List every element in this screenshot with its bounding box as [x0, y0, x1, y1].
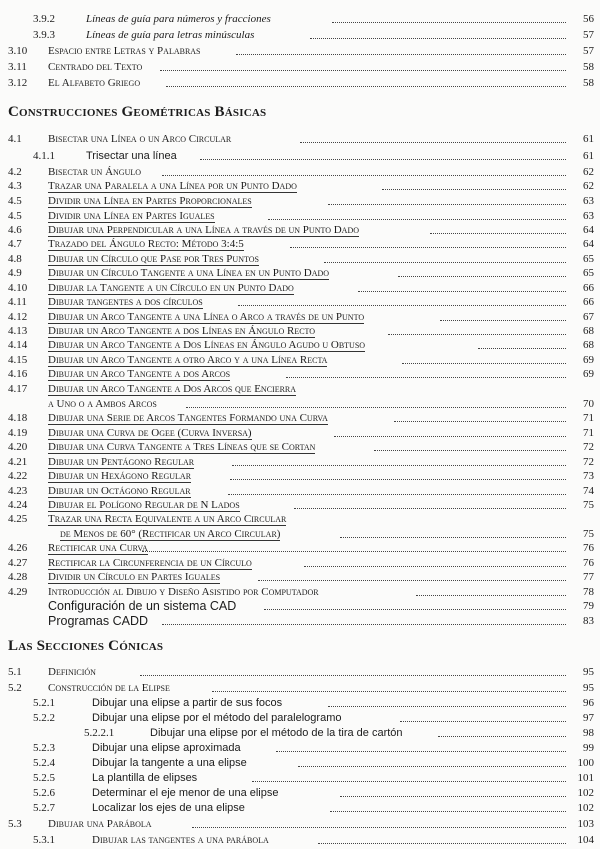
- dot-leader: [232, 453, 566, 466]
- underline: [48, 583, 220, 584]
- entry-title: Dibujar un Círculo que Pase por Tres Puntos: [48, 253, 259, 265]
- dot-leader: [400, 709, 566, 722]
- dot-leader: [268, 207, 566, 220]
- underline: [48, 351, 365, 352]
- entry-title: Dibujar un Arco Tangente a dos Arcos: [48, 368, 231, 380]
- dot-leader: [238, 293, 566, 306]
- entry-title: Dibujar un Círculo Tangente a una Línea en un Punto Dado: [48, 267, 330, 279]
- underline: [48, 380, 230, 381]
- dot-leader: [340, 525, 566, 538]
- entry-number: 4.5: [8, 210, 22, 222]
- entry-page: 64: [583, 238, 594, 250]
- toc-entry[interactable]: [0, 13, 600, 26]
- underline: [48, 308, 203, 309]
- entry-number: 4.19: [8, 427, 28, 439]
- dot-leader: [192, 815, 566, 828]
- dot-leader: [142, 539, 566, 552]
- entry-number: 4.26: [8, 542, 28, 554]
- entry-number: 4.24: [8, 499, 28, 511]
- dot-leader: [440, 308, 566, 321]
- entry-page: 66: [583, 282, 594, 294]
- underline: [48, 265, 259, 266]
- entry-number: 3.9.3: [33, 29, 55, 41]
- underline: [48, 192, 297, 193]
- entry-number: 5.2.2: [33, 712, 55, 724]
- entry-title: Determinar el eje menor de una elipse: [92, 787, 279, 799]
- dot-leader: [478, 336, 566, 349]
- entry-page: 66: [583, 296, 594, 308]
- entry-number: 4.20: [8, 441, 28, 453]
- underline: [48, 439, 252, 440]
- entry-title: Líneas de guía para letras minúsculas: [86, 29, 255, 41]
- entry-title-continuation: de Menos de 60° (Rectificar un Arco Circular): [60, 528, 281, 540]
- entry-title: Dibujar un Arco Tangente a dos Líneas en Ángulo Recto: [48, 325, 316, 337]
- entry-page: 68: [583, 325, 594, 337]
- entry-page: 56: [583, 13, 594, 25]
- entry-title: Dibujar el Polígono Regular de N Lados: [48, 499, 240, 511]
- entry-title: Definición: [48, 666, 96, 678]
- entry-page: 68: [583, 339, 594, 351]
- entry-number: 4.10: [8, 282, 28, 294]
- entry-title: Dibujar un Arco Tangente a una Línea o Arco a través de un Punto: [48, 311, 365, 323]
- entry-title: Construcción de la Elipse: [48, 682, 170, 694]
- entry-title: Dibujar un Arco Tangente a otro Arco y a una Línea Recta: [48, 354, 328, 366]
- dot-leader: [382, 177, 566, 190]
- entry-page: 76: [583, 542, 594, 554]
- entry-page: 57: [583, 45, 594, 57]
- dot-leader: [230, 467, 566, 480]
- entry-number: 4.16: [8, 368, 28, 380]
- dot-leader: [290, 235, 566, 248]
- entry-page: 63: [583, 210, 594, 222]
- entry-title: Configuración de un sistema CAD: [48, 599, 237, 613]
- entry-page: 69: [583, 354, 594, 366]
- entry-title: Introducción al Dibujo y Diseño Asistido por Computador: [48, 586, 319, 598]
- dot-leader: [304, 554, 566, 567]
- entry-number: 4.6: [8, 224, 22, 236]
- entry-page: 67: [583, 311, 594, 323]
- entry-title: Trazado del Ángulo Recto: Método 3:4:5: [48, 238, 244, 250]
- entry-number: 5.2.7: [33, 802, 55, 814]
- entry-number: 5.2.6: [33, 787, 55, 799]
- entry-title: Dibujar una elipse por el método del paralelogramo: [92, 712, 342, 724]
- entry-title: Dibujar la tangente a una elipse: [92, 757, 247, 769]
- entry-page: 83: [583, 615, 594, 627]
- entry-number: 5.2.5: [33, 772, 55, 784]
- entry-page: 95: [583, 666, 594, 678]
- entry-title: Dibujar una Perpendicular a una Línea a través de un Punto Dado: [48, 224, 360, 236]
- section-heading: Construcciones Geométricas Básicas: [8, 104, 267, 120]
- entry-number: 4.5: [8, 195, 22, 207]
- entry-number: 4.11: [8, 296, 27, 308]
- entry-title: Dibujar un Octágono Regular: [48, 485, 191, 497]
- entry-number: 4.1: [8, 133, 22, 145]
- entry-title: Centrado del Texto: [48, 61, 143, 73]
- underline: [48, 482, 191, 483]
- entry-number: 3.11: [8, 61, 27, 73]
- entry-page: 78: [583, 586, 594, 598]
- entry-number: 4.2: [8, 166, 22, 178]
- entry-page: 62: [583, 180, 594, 192]
- entry-page: 63: [583, 195, 594, 207]
- entry-page: 65: [583, 253, 594, 265]
- underline: [48, 554, 148, 555]
- dot-leader: [324, 250, 566, 263]
- dot-leader: [228, 482, 566, 495]
- dot-leader: [276, 739, 566, 752]
- entry-title: Dividir una Línea en Partes Iguales: [48, 210, 215, 222]
- dot-leader: [332, 10, 566, 23]
- entry-number: 3.12: [8, 77, 28, 89]
- entry-number: 5.1: [8, 666, 22, 678]
- entry-title: Rectificar una Curva: [48, 542, 148, 554]
- dot-leader: [264, 597, 566, 610]
- entry-page: 61: [583, 133, 594, 145]
- dot-leader: [430, 221, 566, 234]
- toc-entry[interactable]: [0, 818, 600, 831]
- entry-number: 4.1.1: [33, 150, 55, 162]
- dot-leader: [298, 754, 566, 767]
- entry-page: 98: [583, 727, 594, 739]
- underline: [48, 525, 286, 526]
- entry-page: 96: [583, 697, 594, 709]
- entry-page: 75: [583, 499, 594, 511]
- entry-number: 3.9.2: [33, 13, 55, 25]
- dot-leader: [160, 58, 566, 71]
- entry-page: 71: [583, 427, 594, 439]
- entry-page: 102: [577, 802, 594, 814]
- dot-leader: [162, 163, 566, 176]
- entry-title-continuation: a Uno o a Ambos Arcos: [48, 398, 157, 410]
- entry-number: 5.2: [8, 682, 22, 694]
- entry-title: Dibujar una Serie de Arcos Tangentes Formando una Curva: [48, 412, 328, 424]
- entry-title: Dibujar un Arco Tangente a Dos Arcos que Encierra: [48, 383, 297, 395]
- entry-number: 4.17: [8, 383, 28, 395]
- entry-title: Dibujar una elipse a partir de sus focos: [92, 697, 283, 709]
- dot-leader: [212, 679, 566, 692]
- entry-number: 4.29: [8, 586, 28, 598]
- toc-entry[interactable]: [0, 499, 600, 512]
- dot-leader: [340, 784, 566, 797]
- dot-leader: [294, 496, 566, 509]
- entry-number: 4.12: [8, 311, 28, 323]
- entry-number: 5.3.1: [33, 834, 55, 846]
- entry-page: 101: [577, 772, 594, 784]
- dot-leader: [398, 264, 566, 277]
- toc-entry[interactable]: [0, 666, 600, 679]
- dot-leader: [286, 365, 566, 378]
- entry-number: 4.8: [8, 253, 22, 265]
- entry-title: El Alfabeto Griego: [48, 77, 141, 89]
- entry-title: Espacio entre Letras y Palabras: [48, 45, 201, 57]
- entry-number: 4.18: [8, 412, 28, 424]
- dot-leader: [258, 568, 566, 581]
- entry-page: 65: [583, 267, 594, 279]
- toc-entry[interactable]: [0, 61, 600, 74]
- dot-leader: [310, 26, 566, 39]
- entry-page: 72: [583, 456, 594, 468]
- toc-entry[interactable]: [0, 29, 600, 42]
- dot-leader: [394, 409, 566, 422]
- entry-number: 3.10: [8, 45, 28, 57]
- dot-leader: [334, 424, 566, 437]
- underline: [48, 468, 194, 469]
- entry-title: Programas CADD: [48, 614, 149, 628]
- entry-number: 4.15: [8, 354, 28, 366]
- dot-leader: [236, 42, 566, 55]
- entry-page: 72: [583, 441, 594, 453]
- entry-title: Dibujar una Curva de Ogee (Curva Inversa): [48, 427, 252, 439]
- entry-page: 70: [583, 398, 594, 410]
- entry-page: 102: [577, 787, 594, 799]
- dot-leader: [140, 663, 566, 676]
- entry-title: Dibujar la Tangente a un Círculo en un Punto Dado: [48, 282, 294, 294]
- entry-title: Bisectar un Ángulo: [48, 166, 142, 178]
- entry-title: La plantilla de elipses: [92, 772, 198, 784]
- entry-title: Dibujar las tangentes a una parábola: [92, 834, 269, 846]
- dot-leader: [328, 192, 566, 205]
- underline: [48, 279, 329, 280]
- dot-leader: [200, 147, 566, 160]
- underline: [48, 323, 364, 324]
- entry-page: 61: [583, 150, 594, 162]
- entry-page: 75: [583, 528, 594, 540]
- entry-title: Trazar una Recta Equivalente a un Arco Circular: [48, 513, 287, 525]
- entry-number: 5.2.4: [33, 757, 55, 769]
- underline: [48, 511, 240, 512]
- entry-number: 4.9: [8, 267, 22, 279]
- entry-number: 4.13: [8, 325, 28, 337]
- dot-leader: [300, 130, 566, 143]
- entry-page: 99: [583, 742, 594, 754]
- dot-leader: [186, 395, 566, 408]
- entry-title: Dibujar una Curva Tangente a Tres Líneas que se Cortan: [48, 441, 316, 453]
- underline: [48, 497, 191, 498]
- entry-page: 71: [583, 412, 594, 424]
- entry-title: Dibujar un Hexágono Regular: [48, 470, 192, 482]
- entry-title: Dibujar una Parábola: [48, 818, 152, 830]
- entry-title: Dibujar una elipse por el método de la tira de cartón: [150, 727, 403, 739]
- entry-number: 4.25: [8, 513, 28, 525]
- toc-entry[interactable]: [0, 802, 600, 815]
- dot-leader: [388, 322, 566, 335]
- entry-title: Localizar los ejes de una elipse: [92, 802, 245, 814]
- underline: [48, 424, 328, 425]
- dot-leader: [166, 74, 566, 87]
- entry-title: Dibujar un Pentágono Regular: [48, 456, 195, 468]
- entry-title: Dibujar tangentes a dos círculos: [48, 296, 203, 308]
- toc-entry[interactable]: [0, 133, 600, 146]
- entry-page: 64: [583, 224, 594, 236]
- entry-page: 97: [583, 712, 594, 724]
- dot-leader: [402, 351, 566, 364]
- entry-page: 100: [577, 757, 594, 769]
- entry-title: Dibujar un Arco Tangente a Dos Líneas en Ángulo Agudo u Obtuso: [48, 339, 366, 351]
- entry-title: Dibujar una elipse aproximada: [92, 742, 241, 754]
- dot-leader: [252, 769, 566, 782]
- entry-page: 103: [577, 818, 594, 830]
- toc-entry[interactable]: [0, 77, 600, 90]
- entry-page: 79: [583, 600, 594, 612]
- entry-page: 58: [583, 61, 594, 73]
- toc-entry[interactable]: [0, 150, 600, 163]
- toc-entry[interactable]: [0, 834, 600, 847]
- entry-number: 4.14: [8, 339, 28, 351]
- entry-page: 95: [583, 682, 594, 694]
- entry-number: 4.28: [8, 571, 28, 583]
- dot-leader: [162, 612, 566, 625]
- entry-page: 69: [583, 368, 594, 380]
- entry-number: 4.23: [8, 485, 28, 497]
- underline: [48, 569, 252, 570]
- toc-entry[interactable]: [0, 615, 600, 628]
- dot-leader: [374, 438, 566, 451]
- dot-leader: [358, 279, 566, 292]
- entry-number: 4.3: [8, 180, 22, 192]
- entry-title: Rectificar la Circunferencia de un Círculo: [48, 557, 252, 569]
- toc-entry[interactable]: [0, 45, 600, 58]
- entry-page: 57: [583, 29, 594, 41]
- entry-page: 77: [583, 571, 594, 583]
- entry-page: 73: [583, 470, 594, 482]
- dot-leader: [438, 724, 566, 737]
- entry-page: 104: [577, 834, 594, 846]
- entry-page: 62: [583, 166, 594, 178]
- entry-title: Dividir una Línea en Partes Proporcionales: [48, 195, 252, 207]
- entry-page: 76: [583, 557, 594, 569]
- underline: [48, 250, 244, 251]
- entry-number: 5.2.2.1: [84, 727, 115, 739]
- dot-leader: [416, 583, 566, 596]
- entry-title: Trisectar una línea: [86, 150, 177, 162]
- entry-number: 5.3: [8, 818, 22, 830]
- underline: [48, 222, 215, 223]
- dot-leader: [328, 694, 566, 707]
- toc-entry[interactable]: [0, 368, 600, 381]
- entry-title: Líneas de guía para números y fracciones: [86, 13, 271, 25]
- entry-number: 4.21: [8, 456, 28, 468]
- entry-number: 5.2.1: [33, 697, 55, 709]
- underline: [48, 337, 315, 338]
- entry-page: 74: [583, 485, 594, 497]
- entry-page: 58: [583, 77, 594, 89]
- entry-number: 4.27: [8, 557, 28, 569]
- entry-title: Bisectar una Línea o un Arco Circular: [48, 133, 232, 145]
- entry-number: 4.22: [8, 470, 28, 482]
- underline: [48, 207, 252, 208]
- section-heading: Las Secciones Cónicas: [8, 638, 164, 654]
- entry-number: 4.7: [8, 238, 22, 250]
- entry-title: Dividir un Círculo en Partes Iguales: [48, 571, 221, 583]
- dot-leader: [318, 831, 566, 844]
- dot-leader: [330, 799, 566, 812]
- entry-number: 5.2.3: [33, 742, 55, 754]
- entry-title: Trazar una Paralela a una Línea por un Punto Dado: [48, 180, 297, 192]
